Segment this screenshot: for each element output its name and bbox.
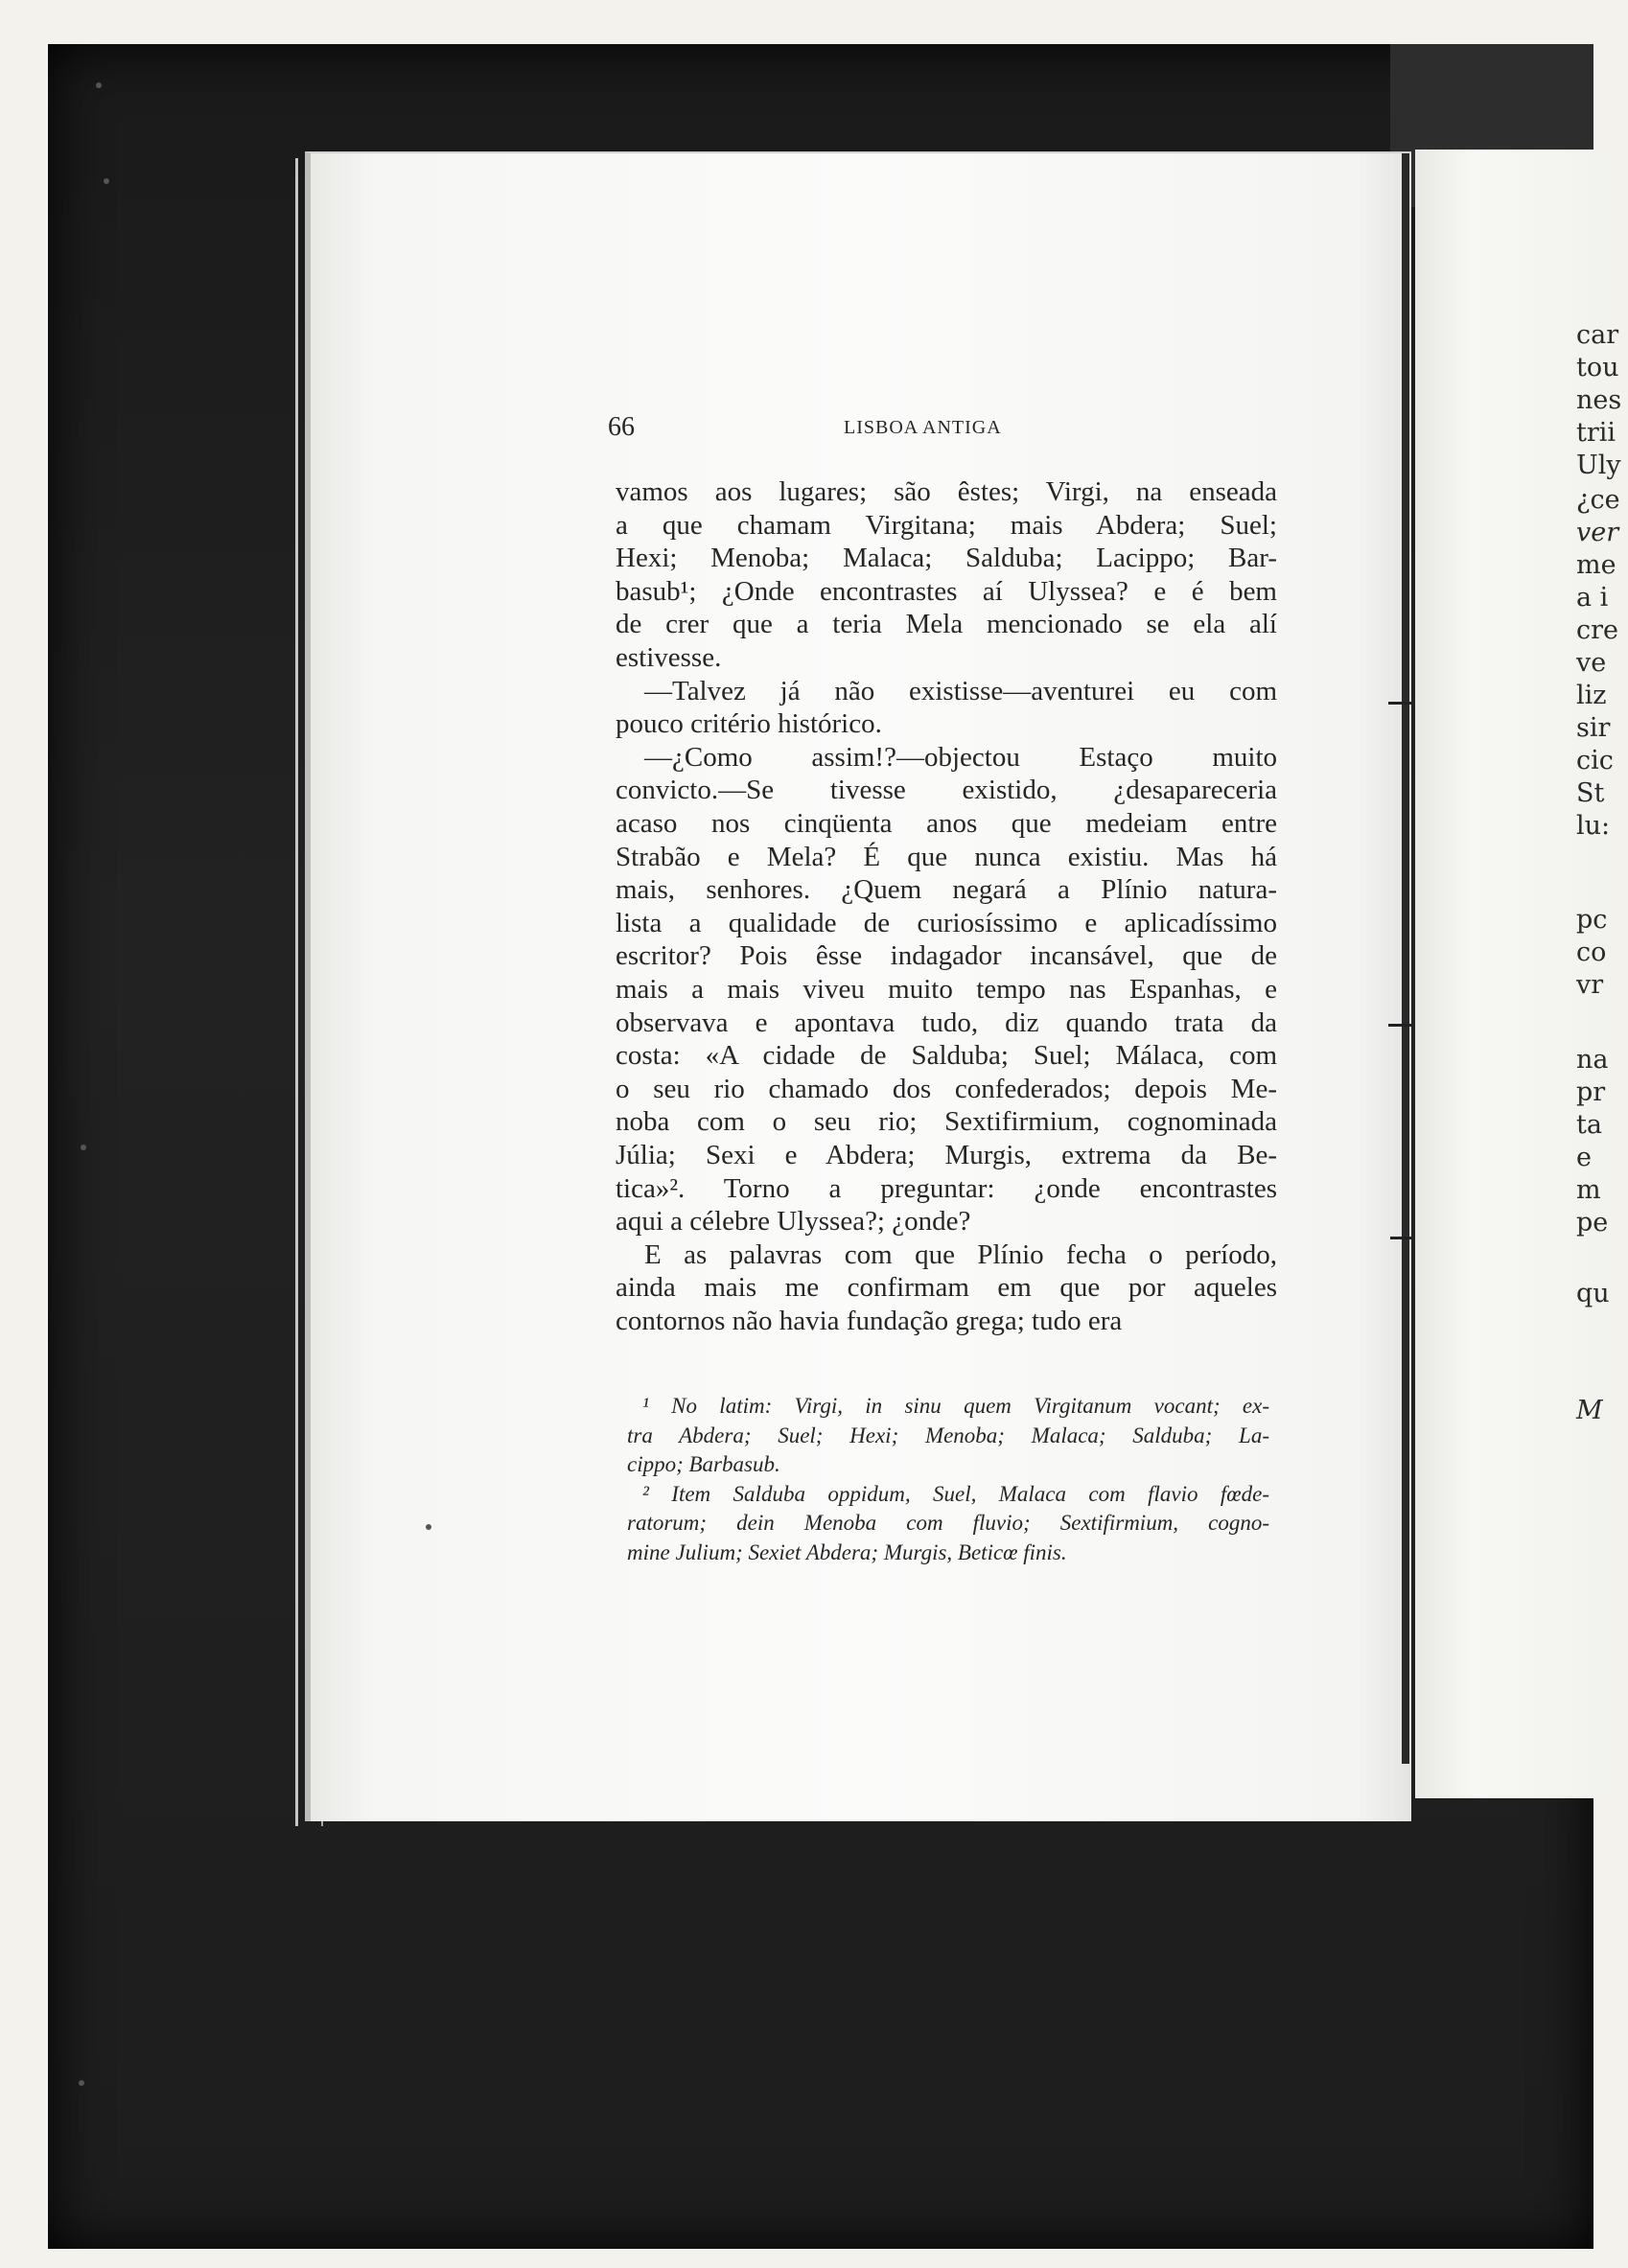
body-line: lista a qualidade de curiosíssimo e aplicadíssimo	[616, 907, 1277, 938]
body-line: ainda mais me confirmam em que por aqueles	[616, 1272, 1277, 1304]
body-line: pouco critério histórico.	[616, 708, 882, 740]
body-line: Strabão e Mela? É que nunca existiu. Mas há	[616, 841, 1277, 872]
body-line: basub¹; ¿Onde encontrastes aí Ulyssea? e é bem	[616, 575, 1277, 607]
facing-page-fragment: nes	[1576, 385, 1622, 415]
footnote-line: tra Abdera; Suel; Hexi; Menoba; Malaca; Salduba; La-	[627, 1423, 1269, 1447]
footnote-line: mine Julium; Sexiet Abdera; Murgis, Beticœ finis.	[627, 1539, 1067, 1564]
facing-book-page	[1415, 150, 1622, 1798]
book-gutter	[1402, 153, 1409, 1764]
facing-page-fragment: cic	[1576, 746, 1614, 775]
body-line: observava e apontava tudo, diz quando trata da	[616, 1007, 1277, 1038]
facing-page-fragment: vr	[1576, 970, 1604, 1000]
dust-speck	[426, 1524, 431, 1530]
body-line: tica»². Torno a preguntar: ¿onde encontrastes	[616, 1172, 1277, 1204]
facing-page-fragment: co	[1576, 937, 1607, 967]
facing-page-fragment: Uly	[1576, 451, 1621, 480]
body-line: de crer que a teria Mela mencionado se ela alí	[616, 609, 1277, 640]
footnote-line: ² Item Salduba oppidum, Suel, Malaca com flavio fœde-	[642, 1481, 1269, 1506]
facing-page-fragment: ¿ce	[1576, 485, 1620, 515]
dust-speck	[96, 82, 102, 88]
page-text-block	[608, 412, 1277, 1564]
facing-page-fragment: sir	[1576, 713, 1611, 743]
body-line: escritor? Pois êsse indagador incansável, que de	[616, 940, 1277, 972]
body-line: contornos não havia fundação grega; tudo era	[616, 1306, 1123, 1336]
facing-page-fragment: cre	[1576, 615, 1619, 645]
body-line: noba com o seu rio; Sextifirmium, cognominada	[616, 1106, 1277, 1138]
footnote-line: ¹ No latim: Virgi, in sinu quem Virgitanum vocant; ex-	[642, 1394, 1269, 1418]
dust-speck	[79, 2080, 84, 2086]
body-line: o seu rio chamado dos confederados; depois Me-	[616, 1073, 1277, 1104]
facing-page-fragment: m	[1576, 1175, 1601, 1205]
body-line: Hexi; Menoba; Malaca; Salduba; Lacippo; Bar-	[616, 543, 1277, 574]
body-line: —¿Como assim!?—objectou Estaço muito	[644, 741, 1277, 773]
facing-page-fragment: car	[1576, 320, 1619, 350]
facing-page-fragment: M	[1576, 1396, 1603, 1425]
facing-page-fragment: pc	[1576, 905, 1608, 935]
facing-page-fragment: e	[1576, 1143, 1592, 1172]
body-line: costa: «A cidade de Salduba; Suel; Málaca, com	[616, 1040, 1277, 1072]
dust-speck	[104, 178, 109, 184]
body-line: convicto.—Se tivesse existido, ¿desapareceria	[616, 775, 1277, 806]
body-line: aqui a célebre Ulyssea?; ¿onde?	[616, 1206, 971, 1238]
footnote-line: cippo; Barbasub.	[627, 1452, 780, 1476]
facing-page-fragment: a i	[1576, 583, 1609, 613]
body-line: estivesse.	[616, 642, 722, 673]
body-line: a que chamam Virgitana; mais Abdera; Suel;	[616, 509, 1277, 541]
facing-page-fragment: trii	[1576, 418, 1616, 448]
body-line: acaso nos cinqüenta anos que medeiam entre	[616, 808, 1277, 839]
body-line: mais, senhores. ¿Quem negará a Plínio natura-	[616, 874, 1277, 906]
facing-page-fragment: liz	[1576, 681, 1607, 710]
facing-page-fragment: ta	[1576, 1110, 1602, 1140]
facing-page-fragment: pr	[1576, 1077, 1606, 1107]
running-title: LISBOA ANTIGA	[844, 417, 1002, 438]
facing-page-fragment: lu:	[1576, 811, 1611, 841]
running-head	[608, 412, 1277, 451]
body-line: Júlia; Sexi e Abdera; Murgis, extrema da Be-	[616, 1140, 1277, 1170]
facing-page-fragment: qu	[1576, 1279, 1610, 1308]
dust-speck	[81, 1145, 86, 1150]
facing-page-fragment: pe	[1576, 1208, 1609, 1238]
facing-page-fragment: St	[1576, 778, 1605, 808]
footnote-line: ratorum; dein Menoba com fluvio; Sextifirmium, cogno-	[627, 1511, 1269, 1535]
facing-page-fragment: na	[1576, 1045, 1609, 1075]
body-line: vamos aos lugares; são êstes; Virgi, na enseada	[616, 476, 1277, 507]
facing-page-fragment: me	[1576, 550, 1616, 580]
body-line: E as palavras com que Plínio fecha o período,	[644, 1238, 1277, 1270]
facing-page-fragment: tou	[1576, 353, 1619, 382]
page-number: 66	[608, 412, 635, 442]
body-line: mais a mais viveu muito tempo nas Espanhas, e	[616, 974, 1277, 1005]
facing-page-fragment: ve	[1576, 648, 1607, 678]
body-line: —Talvez já não existisse—aventurei eu com	[644, 675, 1277, 706]
facing-page-fragment: ver	[1576, 518, 1619, 547]
